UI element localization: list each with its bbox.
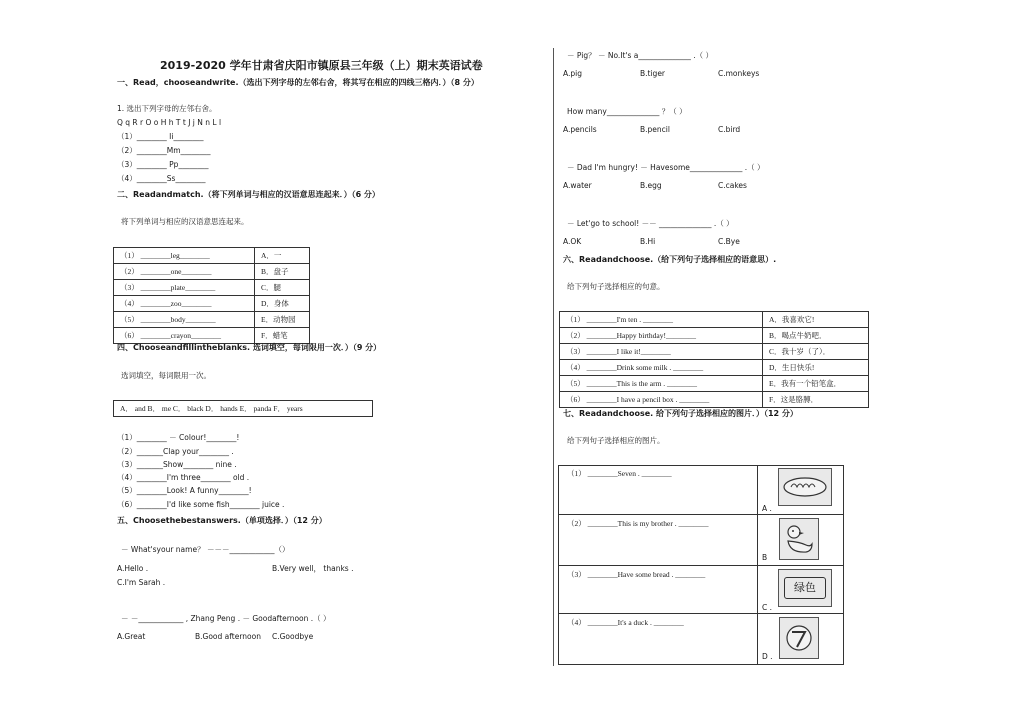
sentence-meaning: A．我喜欢它! (763, 312, 869, 328)
s5-question-1: － What'syour name？ －－－____________（） (121, 545, 290, 554)
table-row (114, 248, 310, 264)
section-4-instruction: 选词填空，每词限用一次。 (121, 371, 211, 380)
s1-item-4: （4）________Ss________ (117, 174, 206, 183)
number-seven-picture (779, 617, 819, 659)
s5-q6-option-a: A.OK (563, 237, 582, 246)
s5-q2-option-c: C.Goodbye (272, 632, 314, 641)
sentence: （5） ________This is the arm . ________ (560, 376, 763, 392)
match-word: （2） ________one________ (114, 264, 255, 280)
match-word: （1） ________leg________ (114, 248, 255, 264)
match-word: （3） ________plate________ (114, 280, 255, 296)
section-6-heading: 六、Readandchoose.（给下列句子选择相应的语意思）. (563, 255, 777, 264)
s5-q5-option-a: A.water (563, 181, 592, 190)
word-bank-box: A． and B． me C． black D． hands E． panda F． years (113, 400, 373, 417)
word-card-picture (778, 569, 832, 607)
sentence: （4） ________Drink some milk . ________ (560, 360, 763, 376)
s5-q3-option-c: C.monkeys (718, 69, 760, 78)
option-label-a: A . (762, 504, 772, 513)
s4-item-4: （4）________I'm three________ old . (117, 473, 250, 482)
bread-picture (778, 468, 832, 506)
word-card-text: 绿色 (784, 577, 826, 599)
s4-item-6: （6）________I'd like some fish________ juice . (117, 500, 285, 509)
s5-q3-option-b: B.tiger (640, 69, 666, 78)
column-divider (553, 48, 554, 666)
s5-q6-option-b: B.Hi (640, 237, 656, 246)
table-row (114, 264, 310, 280)
table-row (114, 312, 310, 328)
option-label-c: C . (762, 603, 773, 612)
section-7-heading: 七、Readandchoose. 给下列句子选择相应的图片．）（12 分） (563, 409, 798, 418)
match-meaning: C．腿 (255, 280, 310, 296)
sentence-meaning: E．我有一个铅笔盒． (763, 376, 869, 392)
sentence-match-table (559, 311, 869, 408)
sentence-meaning: F．这是胳膊． (763, 392, 869, 408)
table-row (560, 328, 869, 344)
s4-item-3: （3）_______Show________ nine . (117, 460, 237, 469)
s7-sentence-4: （4） ________It's a duck . ________ (567, 618, 684, 627)
s5-q2-option-b: B.Good afternoon (195, 632, 261, 641)
s1-item-2: （2）________Mm________ (117, 146, 211, 155)
table-row (114, 280, 310, 296)
match-word: （4） ________zoo________ (114, 296, 255, 312)
s1-item-1: （1）________ Ii________ (117, 132, 204, 141)
sentence-meaning: C．我十岁（了）． (763, 344, 869, 360)
section-5-heading: 五、Choosethebestanswers.（单项选择．）（12 分） (117, 516, 327, 525)
table-row (560, 392, 869, 408)
match-word: （6） ________crayon________ (114, 328, 255, 344)
section-2-instruction: 将下列单词与相应的汉语意思连起来。 (121, 217, 249, 226)
sentence: （1） ________I'm ten . ________ (560, 312, 763, 328)
s7-sentence-3: （3） ________Have some bread . ________ (567, 570, 706, 579)
table-row (560, 360, 869, 376)
s5-question-3: － Pig？ － No.It's a______________ .（ ） (567, 51, 714, 60)
table-row (114, 296, 310, 312)
s5-q3-option-a: A.pig (563, 69, 582, 78)
s5-q5-option-c: C.cakes (718, 181, 747, 190)
section-4-heading: 四、Chooseandfillintheblanks. 选词填空，每词限用一次．）（9 分） (117, 343, 382, 352)
section-1-instruction: 1. 选出下列字母的左邻右舍。 (117, 104, 217, 113)
s5-q1-option-c: C.I'm Sarah . (117, 578, 166, 587)
s5-question-2: － －____________ , Zhang Peng . － Goodafternoon .（ ） (121, 614, 331, 623)
sentence-meaning: B．喝点牛奶吧． (763, 328, 869, 344)
page-title: 2019-2020 学年甘肃省庆阳市镇原县三年级（上）期末英语试卷 (160, 59, 483, 72)
section-2-heading: 二、Readandmatch.（将下列单词与相应的汉语意思连起来．）（6 分） (117, 190, 380, 199)
s7-sentence-1: （1） ________Seven . ________ (567, 469, 672, 478)
s4-item-2: （2）_______Clap your________ . (117, 447, 234, 456)
match-word: （5） ________body________ (114, 312, 255, 328)
s5-q4-option-b: B.pencil (640, 125, 670, 134)
s5-q2-option-a: A.Great (117, 632, 146, 641)
section-6-instruction: 给下列句子选择相应的句意。 (567, 282, 665, 291)
s5-question-6: － Let'go to school! －－ ______________ .（ ） (567, 219, 734, 228)
letters-row: Q q R r O o H h T t J j N n L l (117, 118, 222, 127)
table-row (560, 376, 869, 392)
sentence-meaning: D．生日快乐! (763, 360, 869, 376)
s5-q4-option-a: A.pencils (563, 125, 597, 134)
s1-item-3: （3）________ Pp________ (117, 160, 209, 169)
sentence: （2） ________Happy birthday!________ (560, 328, 763, 344)
s5-q4-option-c: C.bird (718, 125, 741, 134)
s5-q1-option-a: A.Hello . (117, 564, 149, 573)
option-label-b: B (762, 553, 768, 562)
match-table (113, 247, 310, 344)
match-meaning: B．盘子 (255, 264, 310, 280)
match-meaning: E．动物园 (255, 312, 310, 328)
section-7-instruction: 给下列句子选择相应的图片。 (567, 436, 665, 445)
s5-question-4: How many______________ ？（ ） (567, 107, 687, 116)
s5-q6-option-c: C.Bye (718, 237, 740, 246)
match-meaning: F．蜡笔 (255, 328, 310, 344)
sentence: （3） ________I like it!________ (560, 344, 763, 360)
s7-sentence-2: （2） ________This is my brother . ________ (567, 519, 709, 528)
s5-q1-option-b: B.Very well， thanks . (272, 564, 354, 573)
s4-item-5: （5）________Look! A funny________! (117, 486, 252, 495)
s4-item-1: （1）________ － Colour!________! (117, 433, 240, 442)
table-row (560, 344, 869, 360)
section-1-heading: 一、Read，chooseandwrite.（选出下列字母的左邻右舍，将其写在相应的四线三格内．）（8 分） (117, 78, 479, 87)
match-meaning: D．身体 (255, 296, 310, 312)
duck-picture (779, 518, 819, 560)
match-meaning: A．一 (255, 248, 310, 264)
table-row (560, 312, 869, 328)
s5-question-5: － Dad I'm hungry! － Havesome______________ .（ ） (567, 163, 765, 172)
sentence: （6） ________I have a pencil box . ________ (560, 392, 763, 408)
s5-q5-option-b: B.egg (640, 181, 662, 190)
option-label-d: D . (762, 652, 773, 661)
